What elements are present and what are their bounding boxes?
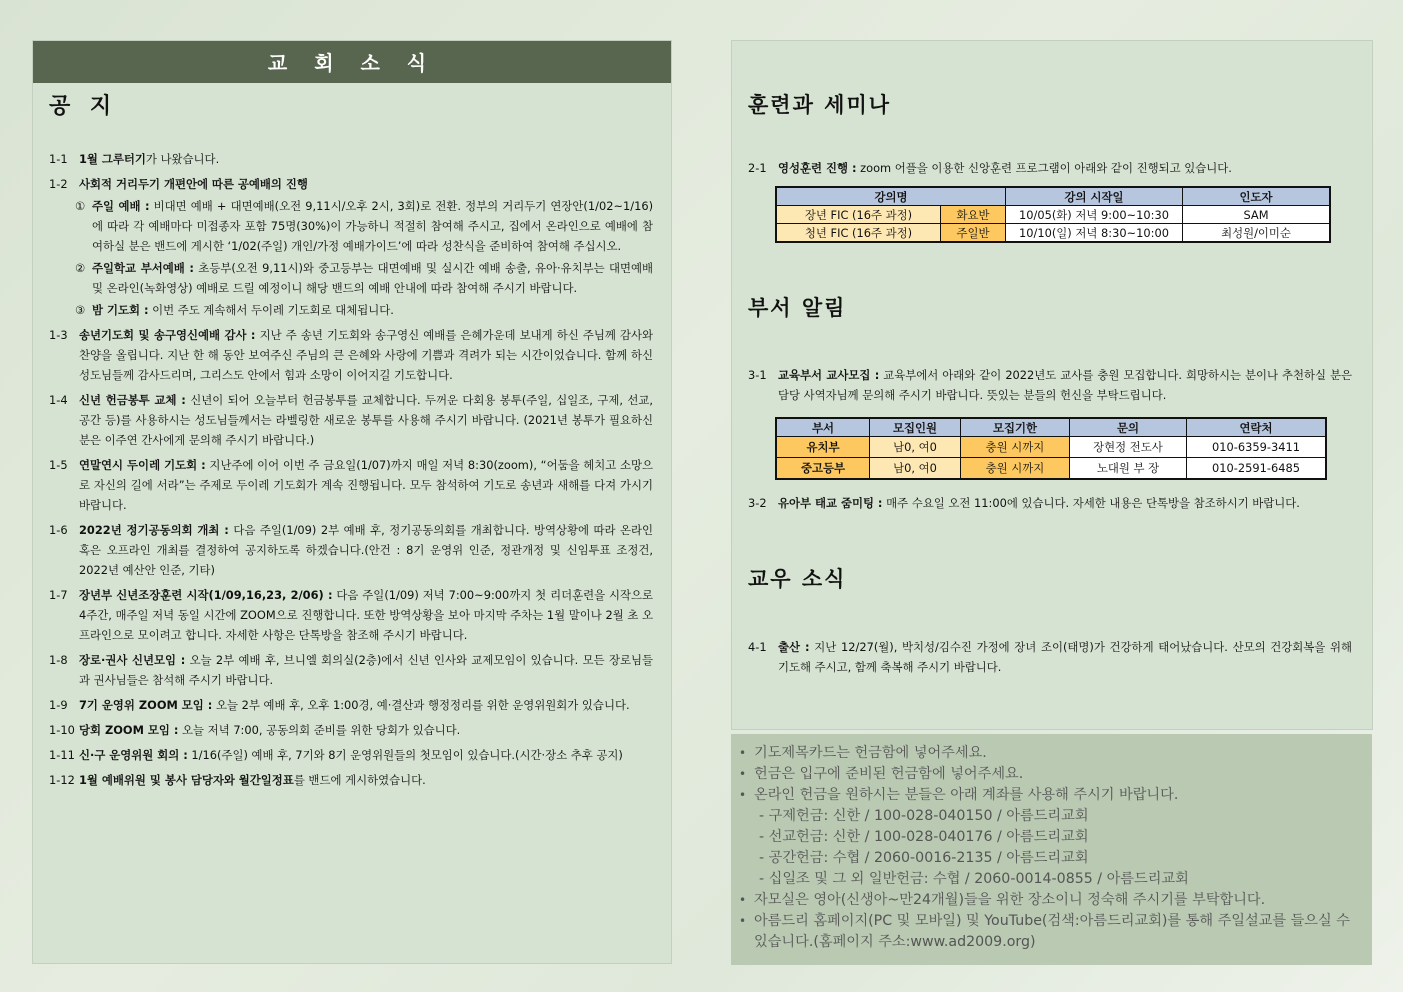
notice-item	[49, 390, 653, 450]
table-row	[776, 437, 1326, 458]
table-cell: 화요반	[941, 206, 1006, 224]
training-section-title: 훈련과 세미나	[748, 93, 892, 117]
subitem-marker: ③	[75, 303, 86, 317]
bullet-icon: •	[739, 788, 747, 802]
teacher-recruit-table	[775, 417, 1327, 480]
subitem-text: 초등부(오전 9,11시)와 중고등부는 대면예배 및 실시간 예배 송출, 유아·유치부는 대면예배 및 온라인(녹화영상) 예배로 드릴 예정이니 해당 밴드의 예배 안내에 따라 참여해 주시기 바랍니다.	[92, 261, 653, 295]
table-cell: 장현정 전도사	[1070, 437, 1187, 458]
notice-heading: 신년 헌금봉투 교체 :	[79, 393, 186, 407]
info-item: • 자모실은 영아(신생아~만24개월)들을 위한 장소이니 정숙해 주시기를 부탁합니다.	[739, 890, 1362, 911]
notice-item	[49, 585, 653, 645]
table-cell: 남0, 여0	[870, 437, 961, 458]
info-item: • 온라인 헌금을 원하시는 분들은 아래 계좌를 사용해 주시기 바랍니다.	[739, 785, 1362, 806]
dept-paragraph	[748, 365, 1352, 405]
notice-heading: 1월 그루터기	[79, 152, 146, 166]
notice-item	[49, 770, 653, 790]
table-header: 강의 시작일	[1006, 187, 1183, 206]
table-header: 강의명	[776, 187, 1006, 206]
notice-item	[49, 520, 653, 580]
notice-item	[49, 325, 653, 385]
account-item: - 십일조 및 그 외 일반헌금: 수협 / 2060-0014-0855 / 아름드리교회	[759, 871, 1189, 887]
account-item: - 공간헌금: 수협 / 2060-0016-2135 / 아름드리교회	[759, 850, 1089, 866]
notice-number: 1-4	[49, 393, 68, 407]
notice-heading: 당회 ZOOM 모임 :	[79, 723, 179, 737]
notice-text: 다음 주일(1/09) 저녁 7:00~9:00까지 첫 리더훈련을 시작으로 4주간, 매주일 저녁 동일 시간에 ZOOM으로 진행합니다. 또한 방역상황을 보아 마지막 주차는 1월 말이나 2월 초 오프라인으로 모이려고 합니다. 자세한 사항은 단톡방을 참조해 주시기 바랍니다.	[79, 588, 653, 642]
notice-text: 매주 수요일 오전 11:00에 있습니다. 자세한 내용은 단톡방을 참조하시기 바랍니다.	[882, 496, 1300, 510]
notice-heading: 유아부 태교 줌미팅 :	[778, 496, 883, 510]
notice-subitem	[75, 196, 653, 256]
subitem-text: 비대면 예배 + 대면예배(오전 9,11시/오후 2시, 3회)로 전환. 정부의 거리두기 연장안(1/02~1/16)에 따라 각 예배마다 미접종자 포함 75명(30%)이 가능하니 적절히 참여해 주시고, 집에서 온라인으로 예배에 참여하실 분은 밴드에 게시한 ‘1/02(주일) 개인/가정 예배가이드’에 따라 성찬식을 준비하여 참여해 주십시오.	[92, 199, 654, 253]
announcements-panel	[731, 40, 1373, 730]
notice-text: 오늘 저녁 7:00, 공동의회 준비를 위한 당회가 있습니다.	[178, 723, 461, 737]
table-row	[776, 458, 1326, 480]
notice-text: 오늘 2부 예배 후, 브니엘 회의실(2층)에서 신년 인사와 교제모임이 있습니다. 모든 장로님들과 권사님들은 참석해 주시기 바랍니다.	[79, 653, 653, 687]
info-item: • 헌금은 입구에 준비된 헌금함에 넣어주세요.	[739, 764, 1362, 785]
notice-number: 1-6	[49, 523, 68, 537]
notice-heading: 송년기도회 및 송구영신예배 감사 :	[79, 328, 256, 342]
table-cell: 남0, 여0	[870, 458, 961, 480]
bullet-icon: •	[739, 746, 747, 760]
training-paragraph	[748, 158, 1352, 178]
notice-text: 다음 주일(1/09) 2부 예배 후, 정기공동의회를 개최합니다. 방역상황에 따라 온라인 혹은 오프라인 개최를 결정하여 공지하도록 하겠습니다.(안건 : 8기 운영위 인준, 정관개정 및 신임투표 조정건, 2022년 예산안 인준, 기타)	[79, 523, 654, 577]
account-item: - 선교헌금: 신한 / 100-028-040176 / 아름드리교회	[759, 829, 1089, 845]
members-paragraph	[748, 637, 1352, 677]
notice-text: 를 밴드에 게시하였습니다.	[293, 773, 426, 787]
notice-item	[49, 650, 653, 690]
notice-heading: 1월 예배위원 및 봉사 담당자와 월간일정표	[79, 773, 294, 787]
notice-number: 3-2	[748, 496, 767, 510]
notice-number: 1-10	[49, 723, 75, 737]
notice-number: 1-1	[49, 152, 68, 166]
account-item: - 구제헌금: 신한 / 100-028-040150 / 아름드리교회	[759, 808, 1089, 824]
notice-item	[49, 149, 653, 169]
notice-number: 1-12	[49, 773, 75, 787]
notice-number: 1-2	[49, 177, 68, 191]
subitem-marker: ②	[75, 261, 86, 275]
notice-text: 1/16(주일) 예배 후, 7기와 8기 운영위원들의 첫모임이 있습니다.(시간·장소 추후 공지)	[187, 748, 623, 762]
table-row	[776, 206, 1330, 224]
notice-number: 1-5	[49, 458, 68, 472]
dept-section-title: 부서 알림	[748, 296, 847, 320]
notice-section-title: 공 지	[49, 94, 118, 119]
bullet-icon: •	[739, 914, 747, 928]
notice-item	[49, 745, 653, 765]
info-list	[731, 743, 1372, 953]
table-cell: 청년 FIC (16주 과정)	[776, 224, 941, 243]
notice-text: 지난 12/27(월), 박치성/김수진 가정에 장녀 조이(태명)가 건강하게 태어났습니다. 산모의 건강회복을 위해 기도해 주시고, 함께 축복해 주시기 바랍니다.	[778, 640, 1352, 674]
table-cell: 10/05(화) 저녁 9:00~10:30	[1006, 206, 1183, 224]
subitem-heading: 밤 기도회 :	[92, 303, 149, 317]
notice-subitem	[75, 300, 653, 320]
notice-number: 1-9	[49, 698, 68, 712]
table-header: 인도자	[1183, 187, 1331, 206]
notice-number: 1-11	[49, 748, 75, 762]
notice-heading: 영성훈련 진행 :	[778, 161, 857, 175]
table-header: 모집기한	[961, 418, 1070, 437]
table-cell: 중고등부	[776, 458, 870, 480]
notice-heading: 7기 운영위 ZOOM 모임 :	[79, 698, 213, 712]
notice-heading: 사회적 거리두기 개편안에 따른 공예배의 진행	[79, 177, 308, 191]
table-cell: 충원 시까지	[961, 458, 1070, 480]
training-table	[775, 186, 1331, 243]
notice-text: 지난 주 송년 기도회와 송구영신 예배를 은혜가운데 보내게 하신 주님께 감사와 찬양을 올립니다. 지난 한 해 동안 보여주신 주님의 큰 은혜와 사랑에 기쁨과 격려가 되는 시간이었습니다. 함께 하신 성도님들께 감사드리며, 그리스도 안에서 힘과 소망이 이어지길 기도합니다.	[79, 328, 654, 382]
bullet-icon: •	[739, 893, 747, 907]
notice-text: 오늘 2부 예배 후, 오후 1:00경, 예·결산과 행정정리를 위한 운영위원회가 있습니다.	[212, 698, 630, 712]
notice-number: 4-1	[748, 640, 767, 654]
bullet-icon: •	[739, 767, 747, 781]
table-header: 모집인원	[870, 418, 961, 437]
table-cell: 010-6359-3411	[1187, 437, 1327, 458]
info-box	[731, 734, 1372, 965]
notice-number: 1-3	[49, 328, 68, 342]
table-cell: 010-2591-6485	[1187, 458, 1327, 480]
notice-subitem	[75, 258, 653, 298]
table-cell: 노대원 부 장	[1070, 458, 1187, 480]
table-header: 연락처	[1187, 418, 1327, 437]
table-cell: 충원 시까지	[961, 437, 1070, 458]
notice-item	[49, 695, 653, 715]
table-cell: 주일반	[941, 224, 1006, 243]
notice-heading: 출산 :	[778, 640, 810, 654]
subitem-heading: 주일학교 부서예배 :	[92, 261, 194, 275]
notice-heading: 장년부 신년조장훈련 시작(1/09,16,23, 2/06) :	[79, 588, 333, 602]
notice-heading: 연말연시 두이레 기도회 :	[79, 458, 206, 472]
notice-heading: 신·구 운영위원 회의 :	[79, 748, 188, 762]
members-section-title: 교우 소식	[748, 567, 847, 591]
notice-number: 1-7	[49, 588, 68, 602]
table-row	[776, 224, 1330, 243]
notice-heading: 장로·권사 신년모임 :	[79, 653, 186, 667]
info-item: • 기도제목카드는 헌금함에 넣어주세요.	[739, 743, 1362, 764]
notice-item	[49, 174, 653, 320]
table-cell: 장년 FIC (16주 과정)	[776, 206, 941, 224]
notice-item	[49, 720, 653, 740]
table-header: 부서	[776, 418, 870, 437]
table-cell: 최성원/이미순	[1183, 224, 1331, 243]
notice-number: 1-8	[49, 653, 68, 667]
notice-text: 가 나왔습니다.	[145, 152, 220, 166]
church-news-banner: 교 회 소 식	[33, 41, 671, 83]
notice-list	[49, 149, 653, 795]
notice-number: 3-1	[748, 368, 767, 382]
table-cell: SAM	[1183, 206, 1331, 224]
notice-text: zoom 어플을 이용한 신앙훈련 프로그램이 아래와 같이 진행되고 있습니다.	[856, 161, 1232, 175]
church-news-panel	[32, 40, 672, 964]
table-header: 문의	[1070, 418, 1187, 437]
notice-heading: 2022년 정기공동의회 개최 :	[79, 523, 229, 537]
info-item: • 아름드리 홈페이지(PC 및 모바일) 및 YouTube(검색:아름드리교회)를 통해 주일설교를 들으실 수 있습니다.(홈페이지 주소:www.ad2009.org)	[739, 911, 1362, 953]
table-cell: 10/10(일) 저녁 8:30~10:00	[1006, 224, 1183, 243]
subitem-marker: ①	[75, 199, 86, 213]
notice-text: 신년이 되어 오늘부터 헌금봉투를 교체합니다. 두꺼운 다회용 봉투(주일, 십일조, 구제, 선교, 공간 등)를 사용하시는 성도님들께서는 라벨링한 새로운 봉투를 사용해 주시기 바랍니다. (2021년 봉투가 필요하신 분은 이주연 간사에게 문의해 주시기 바랍니다.)	[79, 393, 653, 447]
subitem-text: 이번 주도 계속해서 두이레 기도회로 대체됩니다.	[148, 303, 394, 317]
notice-text: 교육부에서 아래와 같이 2022년도 교사를 충원 모집합니다. 희망하시는 분이나 추천하실 분은 담당 사역자님께 문의해 주시기 바랍니다. 뜻있는 분들의 헌신을 부탁드립니다.	[778, 368, 1353, 402]
dept-paragraph-2	[748, 493, 1352, 513]
notice-item	[49, 455, 653, 515]
notice-number: 2-1	[748, 161, 767, 175]
table-cell: 유치부	[776, 437, 870, 458]
notice-heading: 교육부서 교사모집 :	[778, 368, 880, 382]
subitem-heading: 주일 예배 :	[92, 199, 150, 213]
notice-text: 지난주에 이어 이번 주 금요일(1/07)까지 매일 저녁 8:30(zoom), “어둠을 헤치고 소망으로 자신의 길에 서라”는 주제로 두이레 기도회가 계속 진행됩니다. 모두 참석하여 기도로 송년과 새해를 다져 가시기 바랍니다.	[79, 458, 653, 512]
